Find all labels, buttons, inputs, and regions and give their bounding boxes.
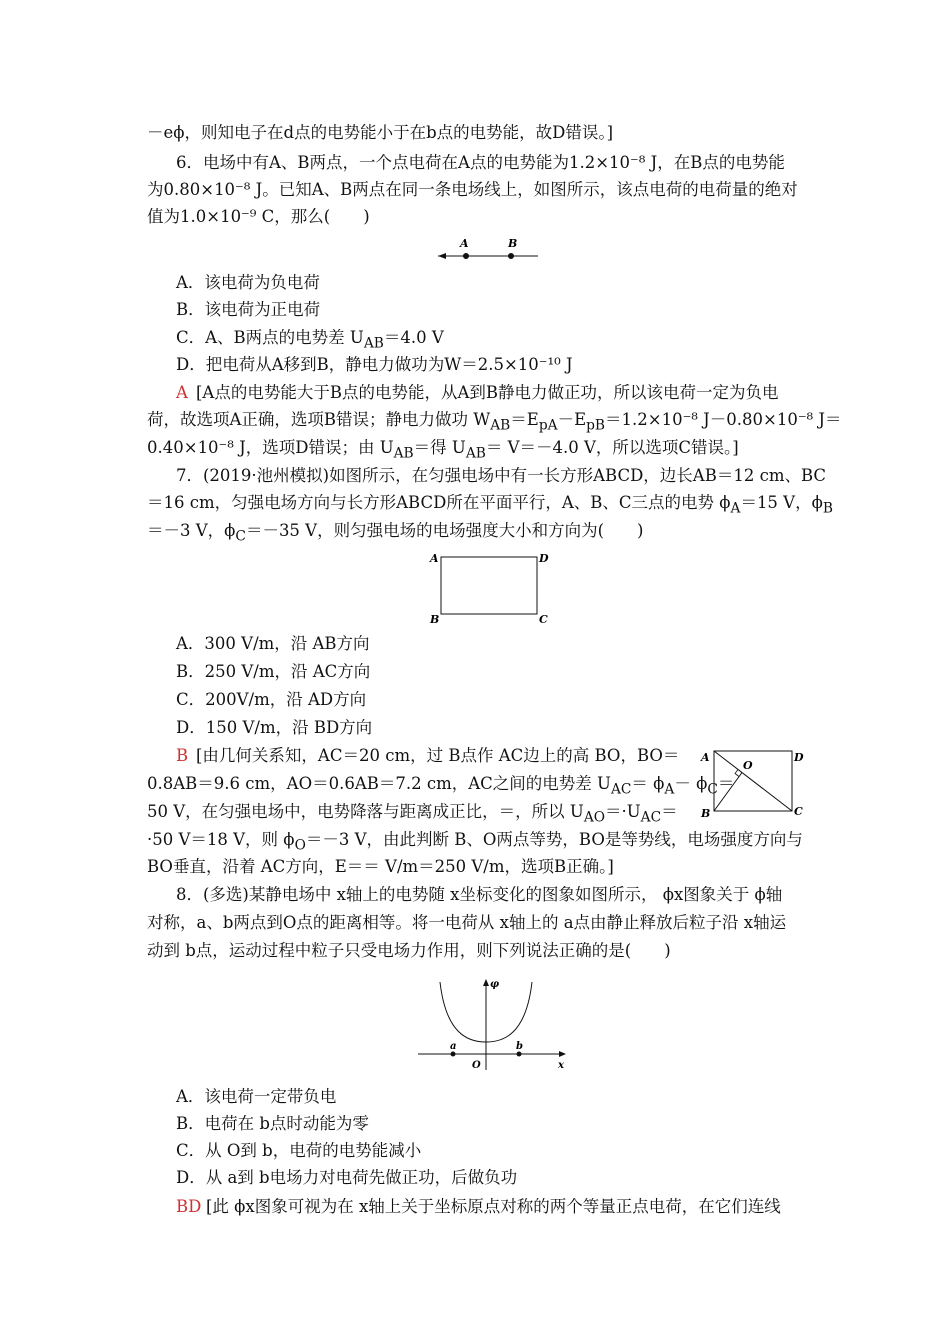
option-6b: B．该电荷为正电荷: [176, 300, 321, 319]
rectangle-abcd: [441, 557, 537, 614]
option-8a: A．该电荷一定带负电: [176, 1087, 337, 1106]
label-b: b: [516, 1041, 523, 1052]
question-7-stem: 7．(2019·池州模拟)如图所示，在匀强电场中有一长方形ABCD，边长AB＝12 cm、BC: [176, 466, 827, 485]
text-line: 荷，故选项A正确，选项B错误；静电力做功 $W_{AB}=E_{pA}-E_{pB}=1.2\times 10^{-8}$ J－0.80×10⁻⁸ J＝: [147, 410, 842, 434]
label-a: A: [430, 552, 439, 565]
option-6d: D．把电荷从A移到B，静电力做功为W＝2.5×10⁻¹⁰ J: [176, 355, 573, 374]
text-line: 0.40×10⁻⁸ J，选项D错误；由 $U_{AB}=$得 $U_{AB}= V=-4.0$ V，所以选项C错误。]: [147, 438, 739, 462]
point-a-dot: [463, 253, 469, 259]
option-7c: C．200V/m，沿 AD方向: [176, 690, 367, 709]
label-phi: φ: [490, 979, 500, 990]
text-line: ·50 V＝18 V，则 $\phi_O=-3$ V，由此判断 B、O两点等势，BO是等势线，电场强度方向与: [147, 830, 803, 854]
diagonal-ac: [714, 751, 792, 811]
height-bo: [714, 773, 742, 812]
text-line: 为0.80×10⁻⁸ J。已知A、B两点在同一条电场线上，如图所示，该点电荷的电荷量的绝对: [147, 180, 798, 199]
answer-8-label: BD: [176, 1197, 202, 1216]
answer-8-explanation: [此 ϕx图象可视为在 x轴上关于坐标原点对称的两个等量正点电荷，在它们连线: [206, 1197, 781, 1216]
question-8-stem: 8．(多选)某静电场中 x轴上的电势随 x坐标变化的图象如图所示， ϕx图象关于 ϕ轴: [176, 885, 783, 904]
label-d: D: [794, 751, 804, 764]
option-8b: B．电荷在 b点时动能为零: [176, 1114, 369, 1133]
text-line: ＝16 cm，匀强电场方向与长方形ABCD所在平面平行，A、B、C三点的电势 $\phi_A=15$ V，$\phi_B$: [147, 493, 833, 517]
label-b: B: [430, 613, 440, 626]
point-b-dot: [508, 253, 514, 259]
label-o: O: [472, 1060, 481, 1071]
option-7d: D．150 V/m，沿 BD方向: [176, 718, 373, 737]
label-c: C: [539, 613, 548, 626]
question-6-stem: 6．电场中有A、B两点，一个点电荷在A点的电势能为1.2×10⁻⁸ J，在B点的电势能: [176, 153, 785, 172]
label-a: A: [701, 751, 710, 764]
figure-rectangle-with-height-bo: [697, 745, 807, 820]
option-7a: A．300 V/m，沿 AB方向: [176, 634, 370, 653]
label-x: x: [558, 1060, 564, 1071]
answer-7-explanation: [由几何关系知，AC＝20 cm，过 B点作 AC边上的高 BO，BO＝: [196, 746, 680, 765]
option-8d: D．从 a到 b电场力对电荷先做正功，后做负功: [176, 1168, 518, 1187]
answer-6-label: A: [176, 383, 188, 402]
label-c: C: [794, 805, 803, 818]
text-line: ＝－3 V，$\phi_C=-35$ V，则匀强电场的电场强度大小和方向为( ): [147, 521, 644, 545]
label-a: A: [460, 237, 469, 250]
label-o: O: [743, 759, 753, 772]
figure-field-line-ab: [430, 234, 550, 266]
option-8c: C．从 O到 b，电荷的电势能减小: [176, 1141, 422, 1160]
text-line: 动到 b点，运动过程中粒子只受电场力作用，则下列说法正确的是( ): [147, 941, 671, 960]
point-a-dot: [451, 1052, 456, 1057]
label-d: D: [539, 552, 549, 565]
label-b: B: [701, 807, 711, 820]
answer-7-label: B: [176, 746, 189, 765]
phi-axis-arrow: [483, 979, 489, 986]
option-6a: A．该电荷为负电荷: [176, 273, 320, 292]
figure-potential-graph: [412, 972, 572, 1072]
option-6c: C．A、B两点的电势差 $U_{AB}=4.0$ V: [176, 328, 444, 352]
label-b: B: [508, 237, 518, 250]
option-7b: B．250 V/m，沿 AC方向: [176, 662, 371, 681]
answer-6-explanation: [A点的电势能大于B点的电势能，从A到B静电力做正功，所以该电荷一定为负电: [196, 383, 779, 402]
text-line: 值为1.0×10⁻⁹ C，那么( ): [147, 207, 370, 226]
point-b-dot: [517, 1052, 522, 1057]
text-line: 对称，a、b两点到O点的距离相等。将一电荷从 x轴上的 a点由静止释放后粒子沿 x轴运: [147, 913, 787, 932]
figure-rectangle-abcd: [425, 545, 555, 627]
right-angle-mark: [735, 770, 739, 777]
label-a: a: [450, 1041, 457, 1052]
text-line: BO垂直，沿着 AC方向，E＝＝ V/m＝250 V/m，选项B正确。]: [147, 857, 614, 876]
arrow-head: [438, 253, 446, 259]
text-line: －eϕ，则知电子在d点的电势能小于在b点的电势能，故D错误。]: [147, 123, 614, 142]
text-line: 50 V，在匀强电场中，电势降落与距离成正比，＝，所以 $U_{AO}=\cdot U_{AC}=$: [147, 802, 678, 826]
text-line: 0.8AB＝9.6 cm，AO＝0.6AB＝7.2 cm，AC之间的电势差 $U_{AC}= \phi_A- \phi_C=$: [147, 774, 735, 798]
x-axis-arrow: [559, 1051, 566, 1057]
